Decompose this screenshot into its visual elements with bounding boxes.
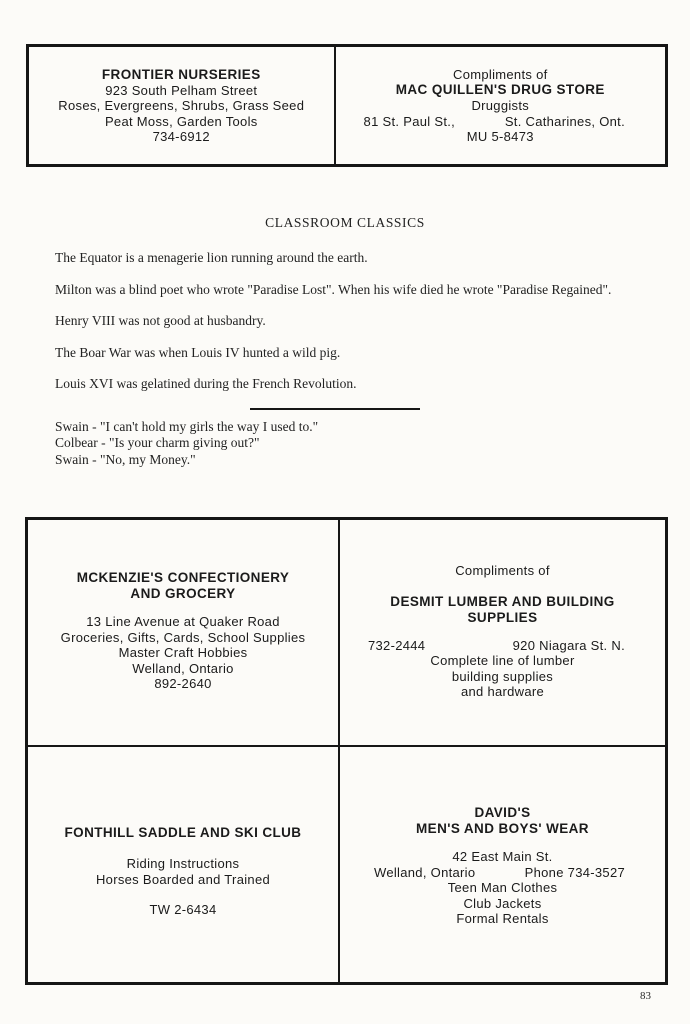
desmit-compliments: Compliments of: [455, 563, 550, 578]
desmit-phone-address-row: [340, 638, 665, 654]
davids-products-2: Club Jackets: [463, 895, 542, 911]
macquillen-city: St. Catharines, Ont.: [504, 113, 625, 129]
frontier-address: 923 South Pelham Street: [105, 82, 258, 98]
section-divider-line: [250, 408, 420, 410]
desmit-phone: 732-2444: [368, 637, 426, 653]
swain-colbear-dialogue: [55, 419, 655, 469]
macquillen-phone: MU 5-8473: [466, 129, 534, 144]
classroom-classics-section: [55, 215, 655, 468]
davids-title-line1: DAVID'S: [474, 805, 531, 820]
davids-products-1: Teen Man Clothes: [447, 880, 558, 895]
davids-title-line2: MEN'S AND BOYS' WEAR: [416, 821, 589, 836]
spacer: [28, 887, 338, 902]
mckenzie-phone: 892-2640: [154, 676, 212, 691]
spacer: [28, 602, 338, 614]
mckenzie-city: Welland, Ontario: [132, 660, 234, 676]
desmit-products-3: and hardware: [460, 684, 545, 699]
ad-mckenzies-confectionery: [28, 520, 340, 747]
fonthill-service-2: Horses Boarded and Trained: [95, 871, 270, 887]
davids-street: 42 East Main St.: [452, 849, 553, 864]
dialogue-swain-2: Swain - "No, my Money.": [55, 451, 196, 467]
macquillen-compliments: Compliments of: [453, 66, 548, 82]
classics-joke-henry: Henry VIII was not good at husbandry.: [55, 313, 266, 328]
macquillen-street: 81 St. Paul St.,: [363, 113, 456, 129]
frontier-title: FRONTIER NURSERIES: [101, 66, 261, 82]
fonthill-title: FONTHILL SADDLE AND SKI CLUB: [64, 825, 302, 840]
fonthill-service-1: Riding Instructions: [126, 856, 240, 871]
macquillen-title: MAC QUILLEN'S DRUG STORE: [395, 82, 605, 97]
spacer: [28, 841, 338, 856]
spacer: [340, 626, 665, 638]
davids-products-3: Formal Rentals: [456, 911, 549, 926]
dialogue-swain-1: Swain - "I can't hold my girls the way I used to.": [55, 418, 319, 434]
frontier-products-2: Peat Moss, Garden Tools: [104, 113, 258, 129]
ad-frontier-nurseries: [29, 47, 336, 164]
macquillen-subtitle: Druggists: [471, 98, 530, 113]
classics-joke-louis: Louis XVI was gelatined during the French Revolution.: [55, 376, 357, 391]
ad-fonthill-saddle-ski-club: [28, 747, 340, 982]
davids-city: Welland, Ontario: [374, 864, 476, 880]
classics-joke-boar-war: The Boar War was when Louis IV hunted a wild pig.: [55, 344, 341, 360]
dialogue-colbear: Colbear - "Is your charm giving out?": [55, 435, 260, 450]
spacer: [340, 579, 665, 594]
bottom-ad-grid: [25, 517, 668, 985]
spacer: [340, 837, 665, 849]
desmit-title-line2: SUPPLIES: [467, 609, 538, 625]
classics-joke-milton: Milton was a blind poet who wrote "Paradise Lost". When his wife died he wrote "Paradise Regained".: [55, 281, 612, 297]
mckenzie-products-1: Groceries, Gifts, Cards, School Supplies: [60, 629, 306, 645]
davids-city-phone-row: [340, 865, 665, 881]
macquillen-address-row: [336, 114, 665, 130]
mckenzie-title-line1: MCKENZIE'S CONFECTIONERY: [76, 570, 290, 585]
frontier-products-1: Roses, Evergreens, Shrubs, Grass Seed: [58, 98, 305, 113]
desmit-address: 920 Niagara St. N.: [512, 637, 625, 653]
desmit-title-line1: DESMIT LUMBER AND BUILDING: [390, 593, 615, 609]
page-number: 83: [640, 990, 651, 1002]
frontier-phone: 734-6912: [152, 129, 210, 144]
desmit-products-1: Complete line of lumber: [430, 653, 575, 668]
ad-mac-quillens-drug-store: [336, 47, 665, 164]
fonthill-phone: TW 2-6434: [149, 902, 217, 917]
desmit-products-2: building supplies: [451, 668, 554, 684]
davids-phone: Phone 734-3527: [524, 864, 625, 880]
classics-title: CLASSROOM CLASSICS: [265, 215, 425, 230]
ad-desmit-lumber: [340, 520, 665, 747]
mckenzie-products-2: Master Craft Hobbies: [118, 645, 248, 660]
classics-joke-equator: The Equator is a menagerie lion running around the earth.: [55, 250, 368, 265]
top-ad-box: [26, 44, 668, 167]
mckenzie-title-line2: AND GROCERY: [130, 586, 236, 601]
ad-davids-mens-boys-wear: [340, 747, 665, 982]
mckenzie-address: 13 Line Avenue at Quaker Road: [86, 614, 280, 629]
